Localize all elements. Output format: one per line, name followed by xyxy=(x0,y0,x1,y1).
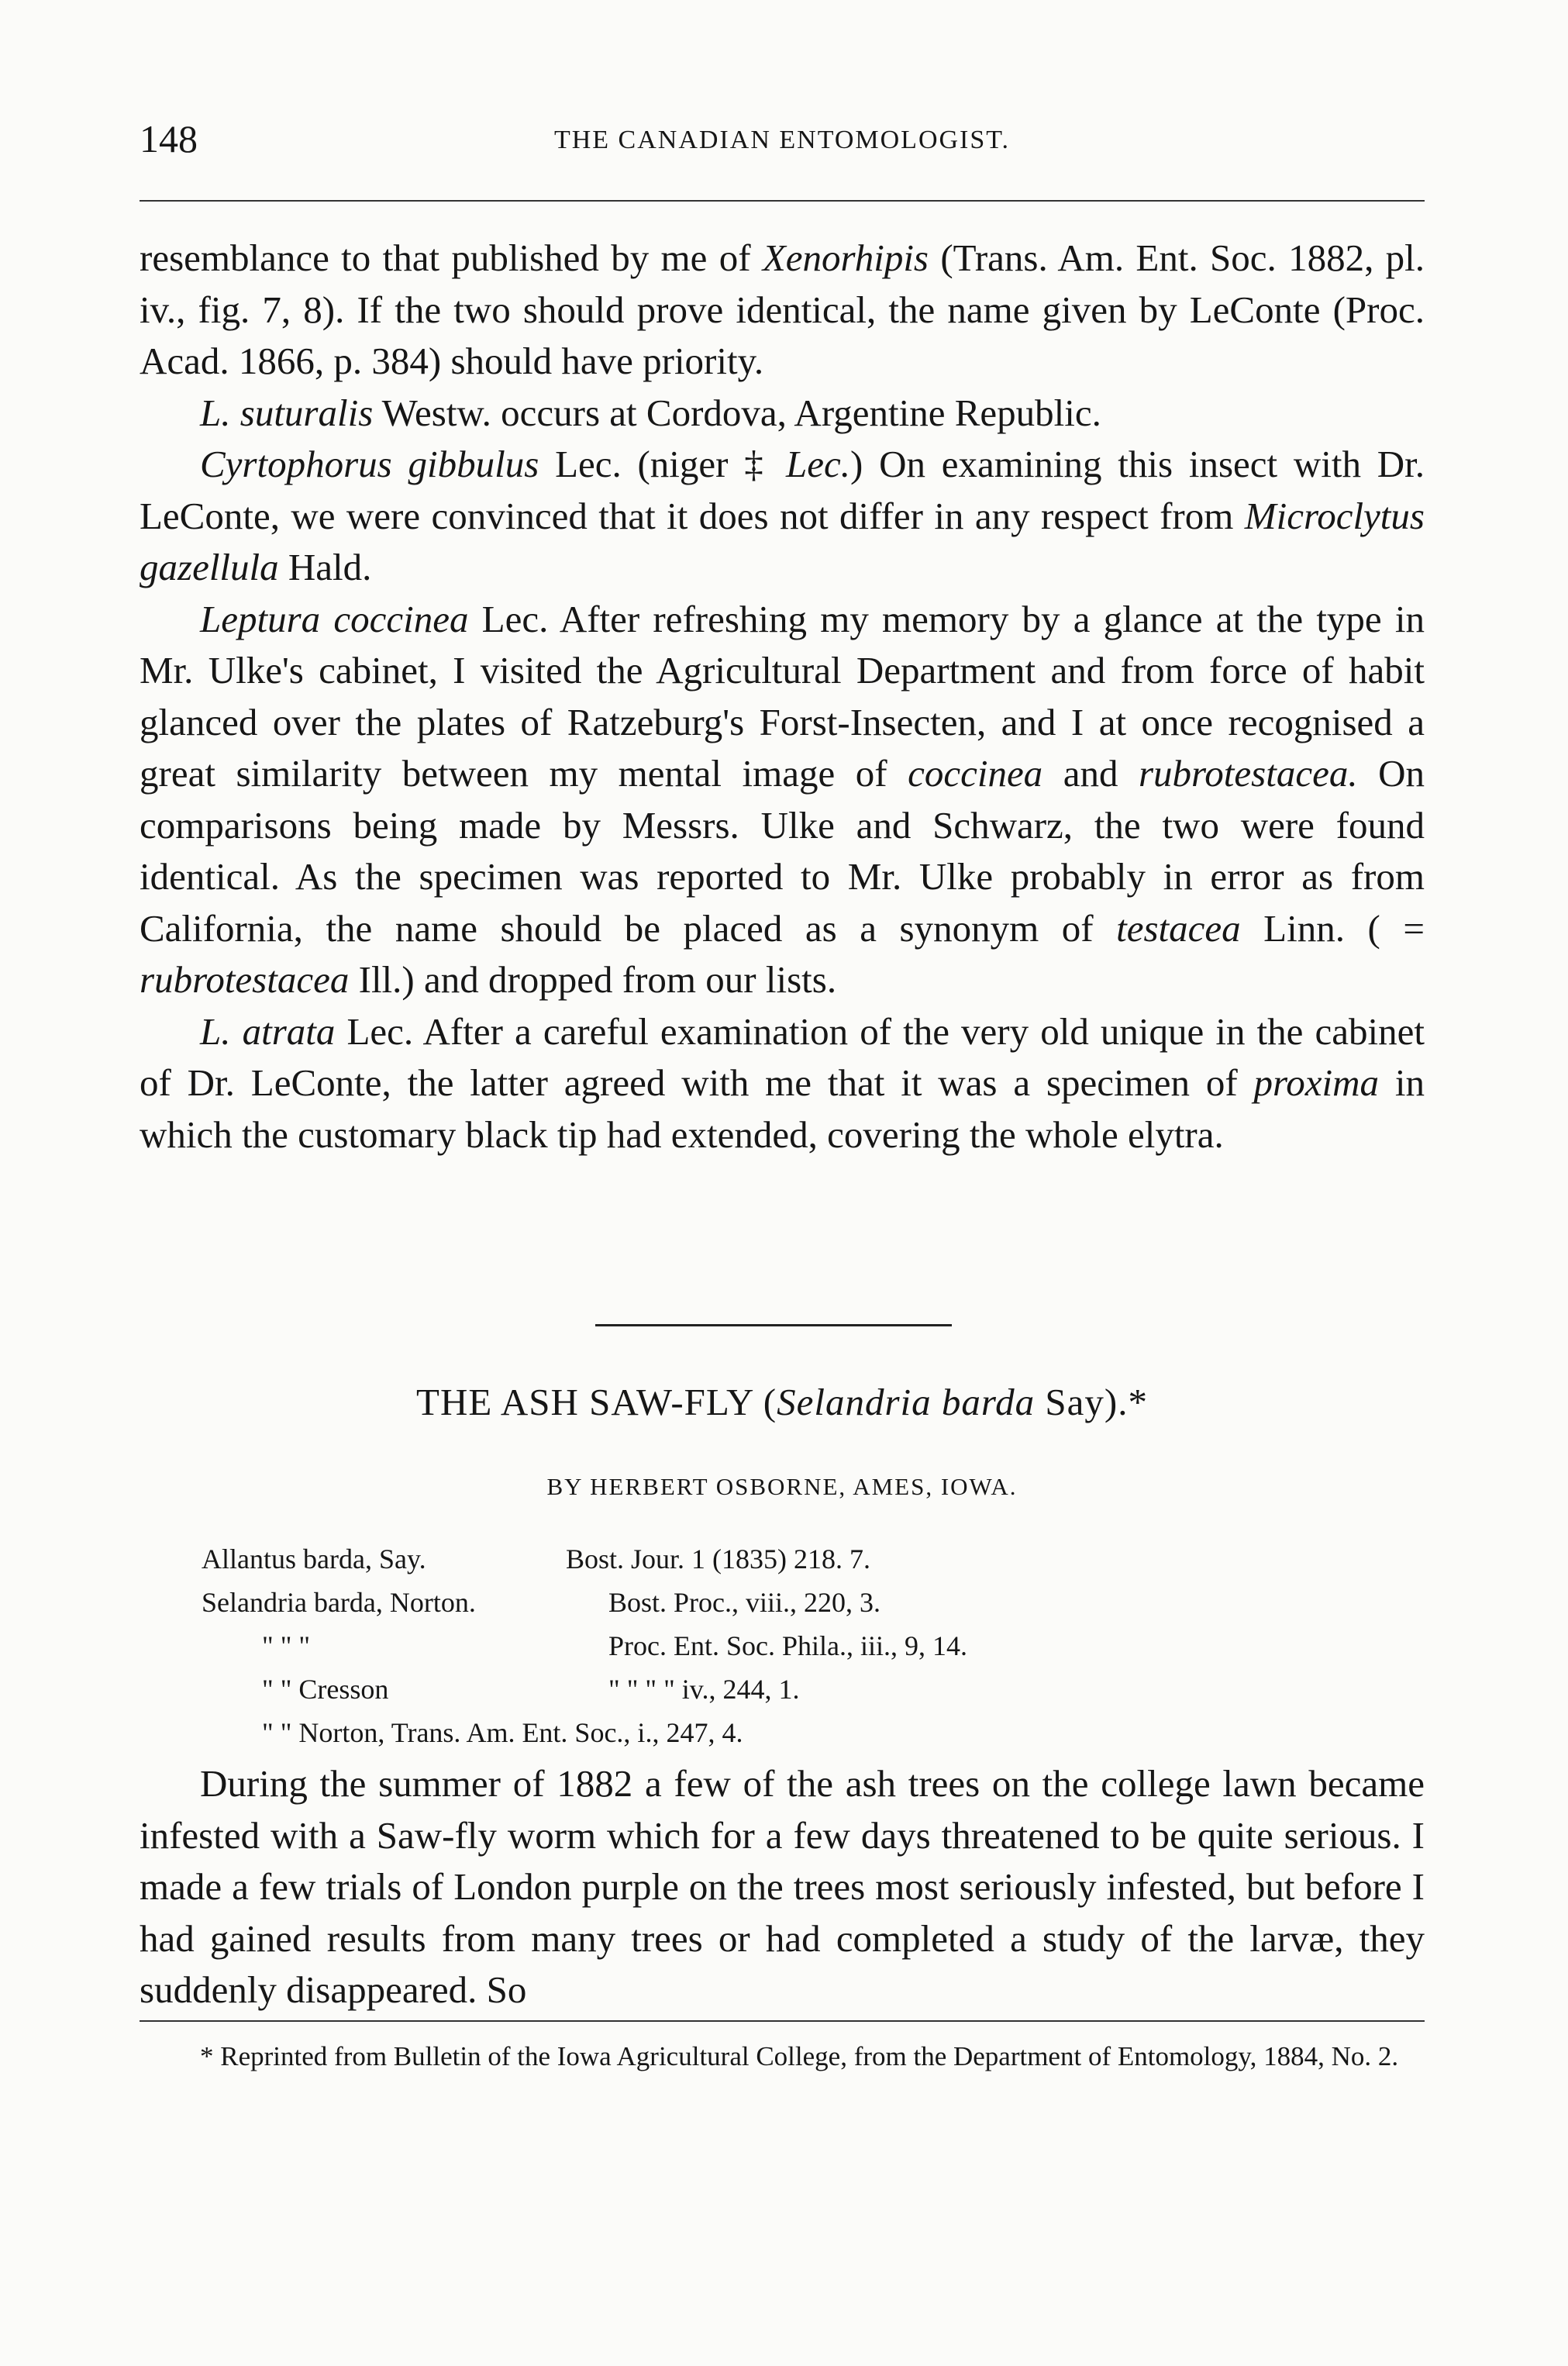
text-run: Lec. After refreshing my memory by a glance at the type in Mr. Ulke's cabinet, I visited the Agricultural Department and from force of habit glanced over the plates of Ratzeburg's Forst-Insecten, and I at once recognised a great similarity between my mental image of xyxy=(140,597,1425,795)
article-title-species: Selandria barda xyxy=(777,1381,1036,1423)
text-run: ) On examining this insect with Dr. LeConte, we were convinced that it does not differ in any respect from xyxy=(140,443,1425,537)
italic-run: rubrotestacea xyxy=(140,958,350,1001)
synonymy-reference: Bost. Proc., viii., 220, 3. xyxy=(608,1587,881,1618)
running-head: THE CANADIAN ENTOMOLOGIST. xyxy=(553,126,1011,154)
footnote: * Reprinted from Bulletin of the Iowa Agricultural College, from the Department of Entomology, 1884, No. 2. xyxy=(200,2041,1399,2071)
italic-run: Leptura coccinea xyxy=(200,597,469,640)
article-title xyxy=(140,1380,1425,1424)
synonymy-reference: Bost. Jour. 1 (1835) 218. 7. xyxy=(566,1543,871,1574)
text-run: Westw. occurs at Cordova, Argentine Republic. xyxy=(373,391,1101,434)
italic-run: rubrotestacea. xyxy=(1138,752,1358,795)
italic-run: Xenorhipis xyxy=(762,236,929,279)
article-title-prefix: THE ASH SAW-FLY ( xyxy=(416,1381,777,1423)
text-run: in which the customary black tip had extended, covering the whole elytra. xyxy=(140,1061,1425,1156)
italic-run: Lec. xyxy=(786,443,850,485)
text-run: On comparisons being made by Messrs. Ulke and Schwarz, the two were found identical. As the specimen was reported to Mr. Ulke probably in error as from California, the name should be placed as a synonym of xyxy=(140,752,1425,950)
page-header xyxy=(140,116,1425,163)
text-run: and xyxy=(1042,752,1139,795)
italic-run: testacea xyxy=(1116,906,1241,950)
text-run: Linn. ( = xyxy=(1240,906,1425,950)
paragraph: During the summer of 1882 a few of the ash trees on the college lawn became infested with a Saw-fly worm which for a few days threatened to be quite serious. I made a few trials of London purple on the trees most seriously infested, but before I had gained results from many trees or had completed a study of the larvæ, they suddenly disappeared. So xyxy=(140,1762,1425,2011)
footnote-rule xyxy=(140,2020,1425,2022)
byline: BY HERBERT OSBORNE, AMES, IOWA. xyxy=(546,1473,1018,1500)
italic-run: L. atrata xyxy=(200,1009,336,1053)
synonymy-name: Allantus barda, Say. xyxy=(202,1543,426,1574)
italic-run: Microclytus gazellula xyxy=(140,494,1425,588)
section-divider xyxy=(595,1324,952,1326)
page-number: 148 xyxy=(140,117,198,160)
paragraph xyxy=(140,439,1425,594)
header-rule xyxy=(140,200,1425,202)
text-run: Hald. xyxy=(278,546,372,588)
text-run: Lec. After a careful examination of the very old unique in the cabinet of Dr. LeConte, the latter agreed with me that it was a specimen of xyxy=(140,1009,1425,1104)
synonymy-name: " " Norton, Trans. Am. Ent. Soc., i., 247, 4. xyxy=(262,1717,743,1748)
synonymy-reference: Proc. Ent. Soc. Phila., iii., 9, 14. xyxy=(608,1630,967,1661)
text-run: (Trans. Am. Ent. Soc. 1882, pl. iv., fig. 7, 8). If the two should prove identical, the name given by LeConte (Proc. Acad. 1866, p. 384) should have priority. xyxy=(140,236,1425,382)
synonymy-name: Selandria barda, Norton. xyxy=(202,1587,476,1618)
paragraph xyxy=(140,233,1425,388)
main-text xyxy=(140,233,1425,1161)
italic-run: coccinea xyxy=(908,752,1043,795)
synonymy-name: " " Cresson xyxy=(262,1674,389,1705)
paragraph xyxy=(140,1006,1425,1161)
italic-run: proxima xyxy=(1253,1061,1380,1104)
text-run: resemblance to that published by me of xyxy=(140,236,763,279)
text-run: Lec. (niger ‡ xyxy=(539,443,786,485)
paragraph xyxy=(140,388,1425,440)
synonymy-reference: " " " " iv., 244, 1. xyxy=(608,1674,800,1705)
italic-run: Cyrtophorus gibbulus xyxy=(200,443,539,485)
italic-run: L. suturalis xyxy=(200,391,374,434)
article-body xyxy=(140,1758,1425,2016)
text-run: Ill.) and dropped from our lists. xyxy=(349,958,837,1001)
paragraph xyxy=(140,594,1425,1006)
article-title-suffix: Say).* xyxy=(1035,1381,1148,1423)
synonymy-name: " " " xyxy=(262,1630,311,1661)
